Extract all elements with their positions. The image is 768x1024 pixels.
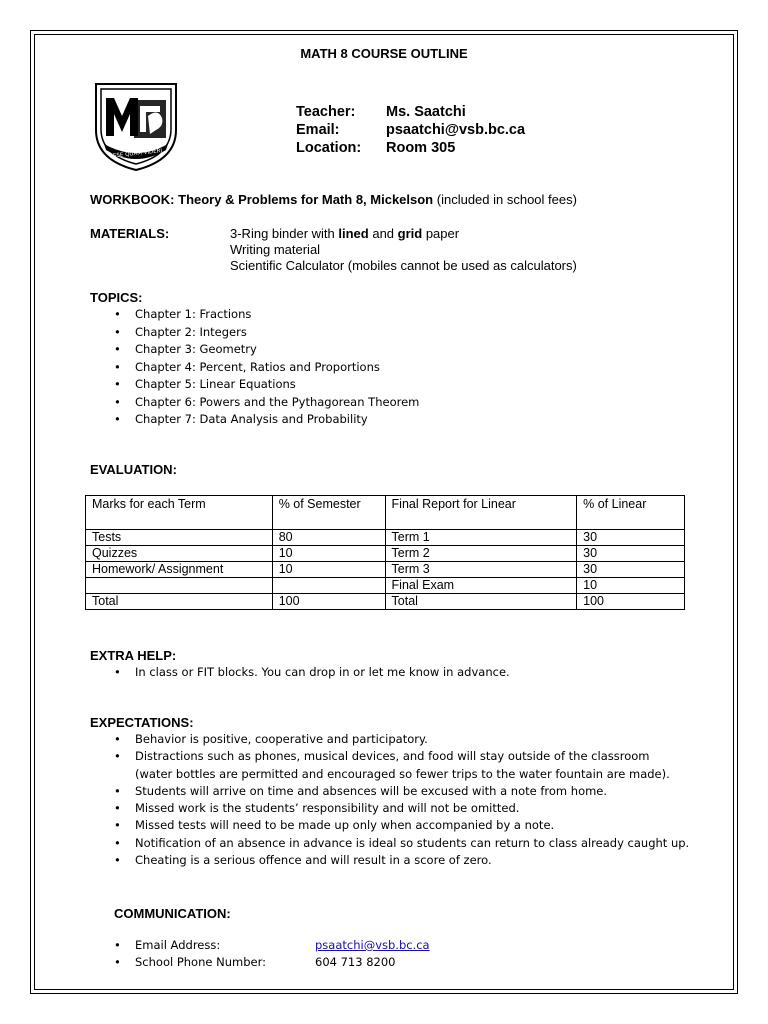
table-row — [86, 594, 685, 610]
extra-help-heading: EXTRA HELP: — [90, 648, 177, 663]
table-header-row — [86, 496, 685, 530]
workbook-title: Theory & Problems for Math 8, Mickelson — [178, 192, 434, 207]
table-row — [86, 530, 685, 546]
phone-label: School Phone Number: — [135, 955, 266, 969]
list-item — [90, 954, 430, 971]
table-cell: Total — [86, 594, 273, 610]
table-header: Marks for each Term — [86, 496, 273, 530]
crest-motto: ESSE QUAM VIDERI — [109, 148, 163, 160]
list-item: • Behavior is positive, cooperative and participatory. — [90, 731, 690, 748]
list-item: • Chapter 6: Powers and the Pythagorean Theorem — [90, 394, 419, 412]
table-row — [86, 562, 685, 578]
expectations-heading: EXPECTATIONS: — [90, 715, 194, 730]
list-item: • Distractions such as phones, musical devices, and food will stay outside of the classroom (water bottles are permitted and encouraged so fewer trips to the water fountain are made). — [90, 748, 690, 783]
table-header: % of Linear — [577, 496, 685, 530]
email-address-label: Email Address: — [135, 938, 221, 952]
workbook-label: WORKBOOK: — [90, 192, 175, 207]
extra-help-list — [90, 664, 690, 681]
list-item: • Chapter 5: Linear Equations — [90, 376, 419, 394]
table-row — [86, 546, 685, 562]
table-cell: 80 — [272, 530, 385, 546]
materials-label: MATERIALS: — [90, 226, 170, 241]
teacher-value: Ms. Saatchi — [386, 104, 466, 120]
phone-value: 604 713 8200 — [315, 955, 396, 969]
teacher-info — [296, 103, 525, 157]
table-cell: Term 2 — [385, 546, 577, 562]
table-cell — [86, 578, 273, 594]
topics-list — [90, 306, 419, 429]
expectations-list — [90, 731, 690, 869]
email-value: psaatchi@vsb.bc.ca — [386, 122, 526, 138]
list-item — [90, 937, 430, 954]
table-header: % of Semester — [272, 496, 385, 530]
table-cell: Homework/ Assignment — [86, 562, 273, 578]
list-item: • Cheating is a serious offence and will result in a score of zero. — [90, 852, 690, 869]
list-item: • Missed tests will need to be made up only when accompanied by a note. — [90, 817, 690, 834]
table-cell: Tests — [86, 530, 273, 546]
list-item: • Missed work is the students’ responsibility and will not be omitted. — [90, 800, 690, 817]
table-cell: 10 — [272, 562, 385, 578]
table-cell: Term 1 — [385, 530, 577, 546]
teacher-label: Teacher: — [296, 104, 356, 120]
list-item: • In class or FIT blocks. You can drop in or let me know in advance. — [90, 664, 690, 681]
table-cell: Final Exam — [385, 578, 577, 594]
list-item: • Chapter 3: Geometry — [90, 341, 419, 359]
table-cell: Total — [385, 594, 577, 610]
table-cell: 30 — [577, 562, 685, 578]
table-cell: 10 — [577, 578, 685, 594]
table-header: Final Report for Linear — [385, 496, 577, 530]
school-crest-icon — [88, 78, 184, 174]
table-cell — [272, 578, 385, 594]
table-cell: Term 3 — [385, 562, 577, 578]
table-cell: 100 — [577, 594, 685, 610]
materials-list — [230, 226, 577, 274]
communication-list — [90, 937, 430, 971]
list-item: • Chapter 1: Fractions — [90, 306, 419, 324]
list-item: • Chapter 7: Data Analysis and Probability — [90, 411, 419, 429]
materials-line-3: Scientific Calculator (mobiles cannot be used as calculators) — [230, 258, 577, 273]
materials-line-2: Writing material — [230, 242, 321, 257]
table-row — [86, 578, 685, 594]
topics-heading: TOPICS: — [90, 290, 143, 305]
table-cell: Quizzes — [86, 546, 273, 562]
location-value: Room 305 — [386, 140, 456, 156]
list-item: • Chapter 2: Integers — [90, 324, 419, 342]
table-cell: 10 — [272, 546, 385, 562]
evaluation-heading: EVALUATION: — [90, 462, 177, 477]
workbook-line — [90, 192, 577, 207]
email-link[interactable]: psaatchi@vsb.bc.ca — [315, 938, 430, 952]
workbook-note: (included in school fees) — [436, 192, 577, 207]
list-item: • Students will arrive on time and absences will be excused with a note from home. — [90, 783, 690, 800]
list-item: • Chapter 4: Percent, Ratios and Proportions — [90, 359, 419, 377]
location-label: Location: — [296, 140, 362, 156]
list-item: • Notification of an absence in advance is ideal so students can return to class already caught up. — [90, 835, 690, 852]
materials-line-1: 3-Ring binder with lined and grid paper — [230, 226, 460, 241]
table-cell: 100 — [272, 594, 385, 610]
table-cell: 30 — [577, 546, 685, 562]
table-cell: 30 — [577, 530, 685, 546]
document-title: MATH 8 COURSE OUTLINE — [300, 46, 468, 61]
email-label: Email: — [296, 122, 340, 138]
communication-heading: COMMUNICATION: — [114, 906, 231, 921]
evaluation-table — [85, 495, 685, 610]
